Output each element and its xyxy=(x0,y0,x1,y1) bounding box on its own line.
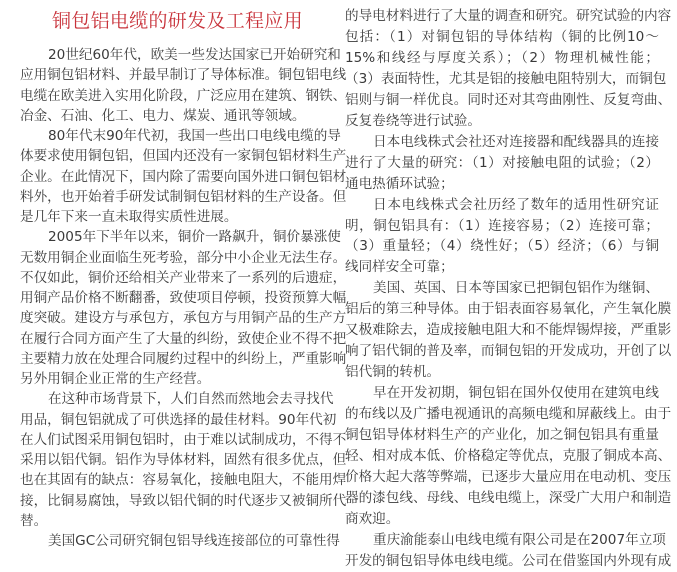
paragraph xyxy=(345,278,672,383)
text-line: 铝后的第三种导体。由于铝表面容易氧化，产生氧化膜 xyxy=(345,301,672,318)
paragraph xyxy=(20,45,347,126)
text-line: 又极难除去，造成接触电阻大和不能焊锡焊接，严重影 xyxy=(345,322,672,339)
paragraph xyxy=(345,132,659,195)
text-line: 度突破。建设方与承包方，承包方与用铜产品的生产方 xyxy=(20,310,347,327)
text-line: 在履行合同方面产生了大量的纠纷，致使企业不得不把 xyxy=(20,330,347,347)
text-line: 在这种市场背景下，人们自然而然地会去寻找代 xyxy=(48,391,334,408)
text-line: 开发的铜包铝导体电线电缆。公司在借鉴国内外现有成 xyxy=(345,552,672,569)
text-line: 替。 xyxy=(20,512,48,529)
text-line: 线同样安全可靠； xyxy=(345,259,454,276)
text-line: 另外用铜企业正常的生产经营。 xyxy=(20,371,211,387)
text-line: 应用铜包铝材料、并最早制订了导体标准。铜包铝电线 xyxy=(20,67,347,84)
text-line: 进行了大量的研究：（1）对接触电阻的试验；（2） xyxy=(345,154,659,171)
text-line: 响了铝代铜的普及率，而铜包铝的开发成功，开创了以 xyxy=(345,343,672,360)
text-line: 美国、英国、日本等国家已把铜包铝作为继铜、 xyxy=(373,280,659,297)
right-column xyxy=(345,6,672,572)
paragraph xyxy=(20,531,340,551)
text-line: 商欢迎。 xyxy=(345,510,400,527)
text-line: 企业。在此情况下，国内除了需要向国外进口铜包铝材 xyxy=(20,168,347,185)
text-line: 主要精力放在处理合同履约过程中的纠纷上，严重影响 xyxy=(20,350,347,367)
text-line: 重庆渝能泰山电线电缆有限公司是在2007年立项 xyxy=(373,531,666,548)
text-line: 包括：（1）对铜包铝的导体结构（铜的比例10～ xyxy=(345,28,659,45)
paragraph xyxy=(20,389,347,531)
paragraph xyxy=(345,195,659,279)
text-line: 电缆在欧美进入实用化阶段，广泛应用在建筑、钢铁、 xyxy=(20,87,347,104)
text-line: 在人们试图采用铜包铝时，由于难以试制成功，不得不 xyxy=(20,431,347,448)
text-line: 日本电线株式会社还对连接器和配线器具的连接 xyxy=(373,133,659,150)
text-line: 用品，铜包铝就成了可供选择的最佳材料。90年代初 xyxy=(20,411,337,428)
text-line: 轻、相对成本低、价格稳定等优点，克服了铜成本高、 xyxy=(345,448,672,465)
paragraph xyxy=(20,126,347,227)
text-line: 器的漆包线、母线、电线电缆上，深受广大用户和制造 xyxy=(345,489,672,506)
text-line: 2005年下半年以来，铜价一路飙升，铜价暴涨使 xyxy=(48,229,341,246)
text-line: 体要求使用铜包铝，但国内还没有一家铜包铝材料生产 xyxy=(20,148,347,165)
text-line: 无数用铜企业面临生死考验，部分中小企业无法生存。 xyxy=(20,249,347,266)
text-line: 是几年下来一直未取得实质性进展。 xyxy=(20,209,238,225)
text-line: 80年代末90年代初，我国一些出口电线电缆的导 xyxy=(48,128,341,144)
text-line: 采用以铝代铜。铝作为导体材料，固然有很多优点，但 xyxy=(20,452,347,468)
text-line: 用铜产品价格不断翻番，致使项目停顿，投资预算大幅 xyxy=(20,290,347,306)
text-line: 铝代铜的转机。 xyxy=(345,364,441,381)
text-line: 接，比铜易腐蚀，导致以铝代铜的时代逐步又被铜所代 xyxy=(20,492,347,509)
text-line: 日本电线株式会社历经了数年的适用性研究证 xyxy=(373,196,659,213)
left-column xyxy=(20,45,347,551)
text-line: 15%和线经与厚度关系）；（2）物理机械性能； xyxy=(345,49,659,66)
text-line: （3）重量轻；（4）绕性好；（5）经济；（6）与铜 xyxy=(345,238,659,255)
text-line: 铝则与铜一样优良。同时还对其弯曲刚性、反复弯曲、 xyxy=(345,91,672,108)
paragraph xyxy=(20,227,347,389)
text-line: 通电热循环试验； xyxy=(345,175,454,192)
text-line: 价格大起大落等弊端，已逐步大量应用在电动机、变压 xyxy=(345,468,672,485)
text-line: 冶金、石油、化工、电力、煤炭、通讯等领域。 xyxy=(20,107,306,124)
text-line: 早在开发初期，铜包铝在国外仅使用在建筑电线 xyxy=(373,385,659,402)
text-line: 的导电材料进行了大量的调查和研究。研究试验的内容 xyxy=(345,8,672,24)
text-line: 也在其固有的缺点：容易氧化，接触电阻大，不能用焊 xyxy=(20,472,347,489)
text-line: 明，铜包铝具有：（1）连接容易；（2）连接可靠； xyxy=(345,217,659,234)
article-title: 铜包铝电缆的研发及工程应用 xyxy=(52,10,303,32)
text-line: 的布线以及广播电视通讯的高频电缆和屏蔽线上。由于 xyxy=(345,406,672,423)
text-line: 20世纪60年代，欧美一些发达国家已开始研究和 xyxy=(48,47,341,63)
paragraph xyxy=(345,530,672,572)
text-line: （3）表面特性，尤其是铝的接触电阻特别大，而铜包 xyxy=(345,70,667,87)
text-line: 美国GC公司研究铜包铝导线连接部位的可靠性得 xyxy=(48,533,340,549)
text-line: 反复卷绕等进行试验。 xyxy=(345,112,481,129)
text-line: 不仅如此，铜价还给相关产业带来了一系列的后遗症， xyxy=(20,269,347,286)
paragraph xyxy=(345,6,672,132)
text-line: 铜包铝导体材料生产的产业化，加之铜包铝具有重量 xyxy=(345,427,659,444)
text-line: 料外，也开始着手研发试制铜包铝材料的生产设备。但 xyxy=(20,188,347,205)
paragraph xyxy=(345,383,672,530)
